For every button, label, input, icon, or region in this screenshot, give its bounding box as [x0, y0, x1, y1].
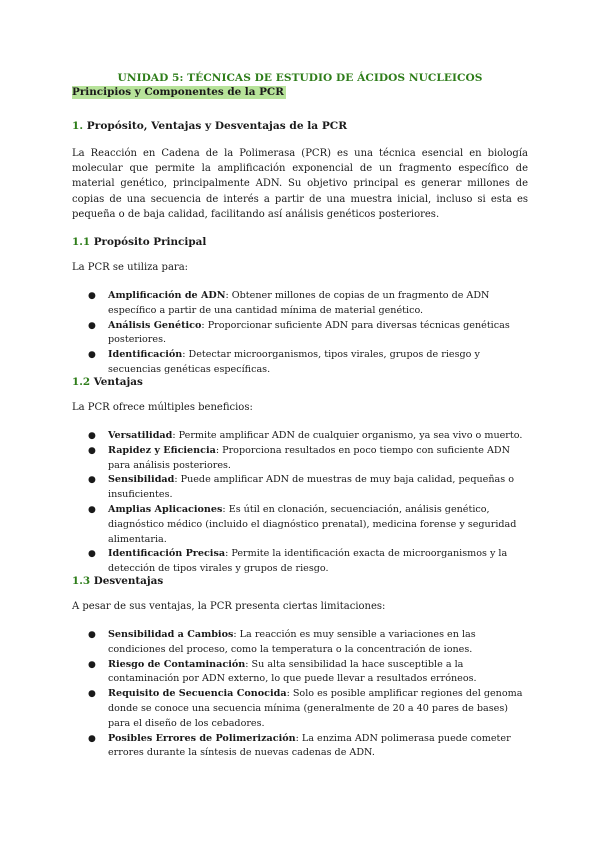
- section-1-3-number: 1.3: [72, 575, 91, 587]
- item-term: Requisito de Secuencia Conocida: [108, 688, 287, 700]
- section-1-number: 1.: [72, 120, 84, 132]
- item-text: : Permite la identificación exacta de microorganismos y la detección de tipos virales y grupos de riesgo.: [108, 548, 508, 575]
- item-text: : Permite amplificar ADN de cualquier organismo, ya sea vivo o muerto.: [172, 430, 523, 441]
- bullet-icon: ●: [88, 291, 96, 301]
- section-1-3-list: [72, 628, 528, 761]
- list-item: [72, 628, 528, 658]
- list-item: [72, 289, 528, 319]
- bullet-icon: ●: [88, 549, 96, 560]
- bullet-icon: ●: [88, 431, 96, 441]
- section-1-2-heading: [72, 376, 143, 388]
- item-term: Análisis Genético: [108, 319, 202, 331]
- list-item: [72, 444, 528, 474]
- bullet-icon: ●: [88, 504, 96, 515]
- bullet-icon: ●: [88, 320, 96, 331]
- section-1-intro: La Reacción en Cadena de la Polimerasa (PCR) es una técnica esencial en biología molecular que permite la amplificación exponencial de un fragmento específico de material genético, principalmente ADN. Su objetivo principal es generar millones de copias de una secuencia de interés a partir de una muestra inicial, incluso si esta es pequeña o de baja calidad, facilitando así análisis genéticos posteriores.: [72, 148, 528, 220]
- section-1-3-heading: [72, 575, 163, 587]
- section-1-1-number: 1.1: [72, 236, 91, 248]
- item-text: : La reacción es muy sensible a variaciones en las condiciones del proceso, como la temperatura o la concentración de iones.: [108, 629, 476, 655]
- list-item: [72, 732, 528, 762]
- item-term: Amplificación de ADN: [108, 290, 226, 301]
- bullet-icon: ●: [88, 475, 96, 486]
- item-text: : Su alta sensibilidad la hace susceptible a la contaminación por ADN externo, lo que puede llevar a resultados erróneos.: [108, 658, 477, 685]
- section-1-3-lead: A pesar de sus ventajas, la PCR presenta ciertas limitaciones:: [72, 601, 386, 612]
- item-text: : Proporciona resultados en poco tiempo con suficiente ADN para análisis posteriores.: [108, 444, 510, 471]
- item-term: Riesgo de Contaminación: [108, 658, 246, 670]
- item-term: Posibles Errores de Polimerización: [108, 732, 296, 744]
- section-1-3-title: Desventajas: [93, 575, 164, 587]
- list-item: [72, 658, 528, 688]
- section-1-heading: [72, 120, 347, 132]
- list-item: [72, 348, 528, 378]
- list-item: [72, 473, 528, 503]
- bullet-icon: ●: [88, 630, 96, 640]
- item-text: : Proporcionar suficiente ADN para diversas técnicas genéticas posteriores.: [108, 319, 510, 346]
- bullet-icon: ●: [88, 350, 96, 361]
- item-text: : Obtener millones de copias de un fragmento de ADN específico a partir de una cantidad mínima de material genético.: [108, 290, 490, 316]
- item-term: Identificación Precisa: [108, 548, 226, 560]
- bullet-icon: ●: [88, 689, 96, 700]
- section-1-1-list: [72, 289, 528, 378]
- list-item: [72, 687, 528, 731]
- unit-title: UNIDAD 5: TÉCNICAS DE ESTUDIO DE ÁCIDOS NUCLEICOS: [117, 72, 483, 84]
- list-item: [72, 547, 528, 577]
- item-term: Versatilidad: [108, 430, 173, 441]
- section-1-title: Propósito, Ventajas y Desventajas de la PCR: [86, 120, 348, 132]
- item-term: Amplias Aplicaciones: [108, 503, 223, 515]
- item-text: : Detectar microorganismos, tipos virales, grupos de riesgo y secuencias genéticas específicas.: [108, 349, 480, 375]
- list-item: [72, 503, 528, 547]
- list-item: [72, 429, 528, 444]
- item-text: : Es útil en clonación, secuenciación, análisis genético, diagnóstico médico (incluido el diagnóstico prenatal), medicina forense y seguridad alimentaria.: [108, 503, 517, 545]
- highlighted-subtitle: Principios y Componentes de la PCR: [72, 86, 284, 98]
- section-1-1-title: Propósito Principal: [93, 236, 207, 248]
- section-1-2-title: Ventajas: [93, 376, 143, 388]
- item-term: Rapidez y Eficiencia: [108, 444, 216, 456]
- bullet-icon: ●: [88, 445, 96, 456]
- bullet-icon: ●: [88, 733, 96, 744]
- section-1-2-number: 1.2: [72, 376, 91, 388]
- item-text: : La enzima ADN polimerasa puede cometer errores durante la síntesis de nuevas cadenas de ADN.: [108, 732, 511, 759]
- section-1-2-list: [72, 429, 528, 577]
- bullet-icon: ●: [88, 659, 96, 670]
- item-term: Sensibilidad: [108, 474, 175, 486]
- item-text: : Puede amplificar ADN de muestras de muy baja calidad, pequeñas o insuficientes.: [108, 474, 514, 501]
- section-1-1-lead: La PCR se utiliza para:: [72, 262, 189, 273]
- list-item: [72, 319, 528, 349]
- item-term: Sensibilidad a Cambios: [108, 629, 234, 640]
- item-term: Identificación: [108, 349, 183, 361]
- section-1-2-lead: La PCR ofrece múltiples beneficios:: [72, 402, 253, 413]
- section-1-1-heading: [72, 236, 206, 248]
- item-text: : Solo es posible amplificar regiones del genoma donde se conoce una secuencia mínima (generalmente de 20 a 40 pares de bases) para el diseño de los cebadores.: [108, 688, 523, 729]
